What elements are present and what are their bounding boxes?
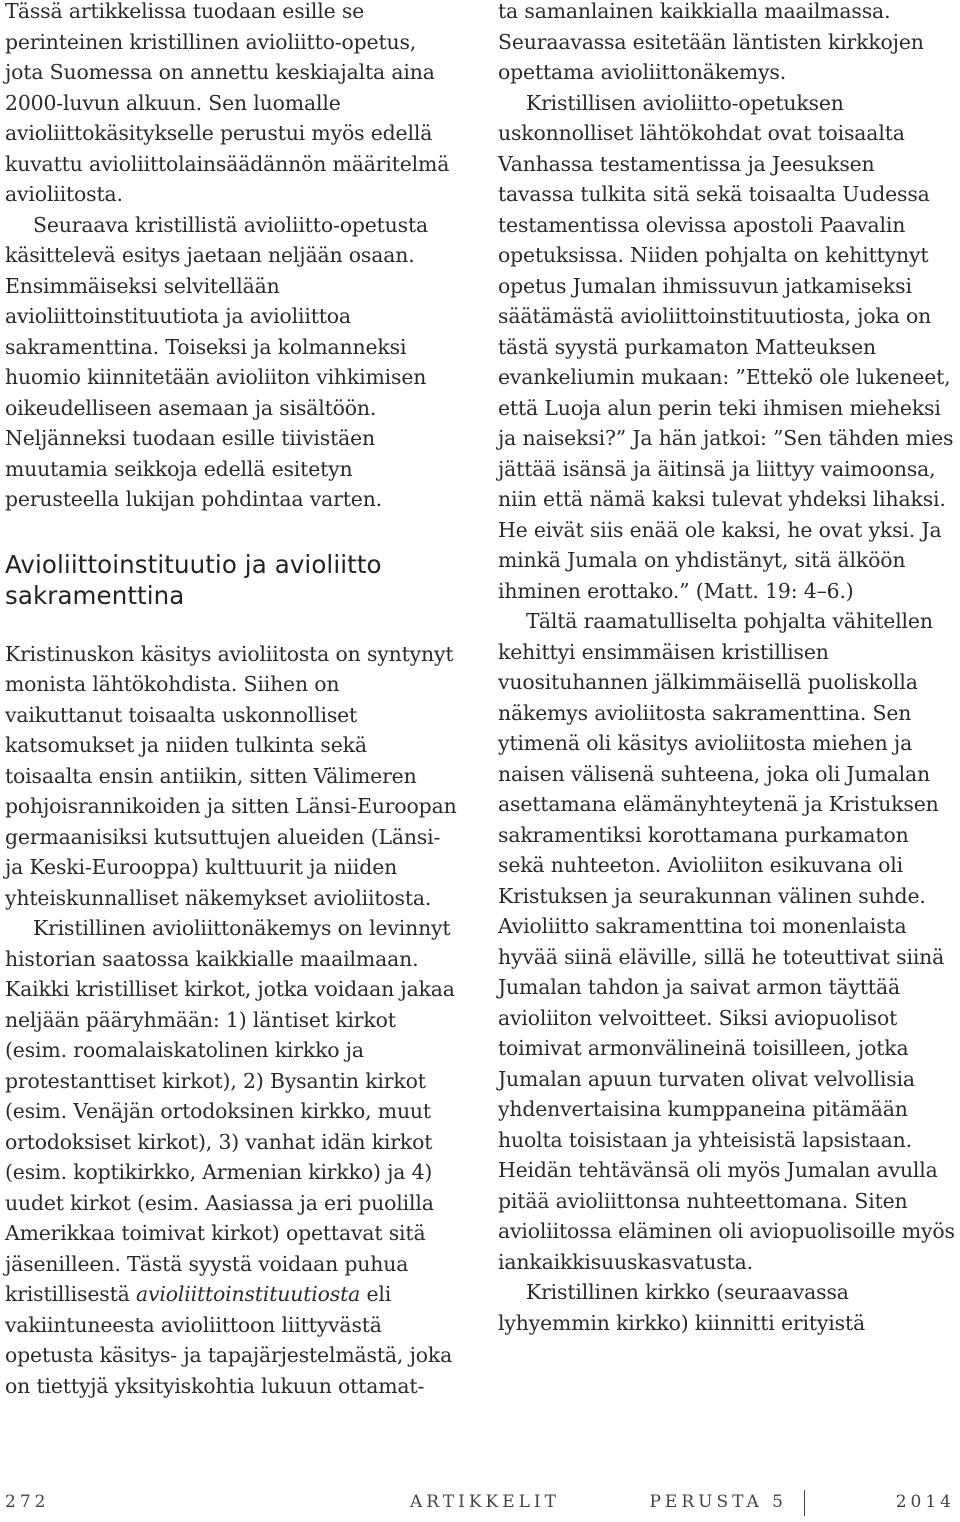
body-paragraph: Tältä raamatulliselta pohjalta vähitellen kehittyi ensimmäisen kristillisen vuosituhannen jälkimmäisellä puoliskolla näkemys avioliitosta sakramenttina. Sen ytimenä oli käsitys avioliitosta miehen ja naisen välisenä suhteena, joka oli Jumalan asettamana elämänyhteytenä ja Kristuksen sakramentiksi korottamana purkamaton sekä nuhteeton. Avioliiton esikuvana oli Kristuksen ja seurakunnan välinen suhde. Avioliitto sakramenttina toi monenlaista hyvää siinä eläville, sillä he toteuttivat siinä Jumalan tahdon ja saivat armon täyttää avioliiton velvoitteet. Siksi aviopuolisot toimivat armonvälineinä toisilleen, jotka Jumalan apuun turvaten olivat velvollisia yhdenvertaisina kumppaneina pitämään huolta toisistaan ja yhteisistä lapsistaan. Heidän tehtävänsä oli myös Jumalan avulla pitää avioliittonsa nuhteettomana. Siten avioliitossa eläminen oli aviopuolisoille myös iankaikkisuuskasvatusta. (498, 609, 955, 1274)
section-paragraph-2-end: eli vakiintuneesta avioliittoon liittyvästä opetusta käsitys- ja tapajärjestelmästä, joka on tiettyjä yksityiskohtia lukuun ottamat- (5, 1282, 453, 1398)
page-number: 272 (5, 1492, 50, 1512)
footer-divider (804, 1490, 805, 1516)
section-heading: Avioliittoinstituutio ja avioliitto sakramenttina (5, 549, 382, 610)
publication-year: 2014 (895, 1492, 955, 1512)
section-paragraph-2 (5, 913, 460, 1401)
intro-paragraph-2: Seuraava kristillistä avioliitto-opetusta käsittelevä esitys jaetaan neljään osaan. Ensimmäiseksi selvitellään avioliittoinstituutiota ja avioliittoa sakramenttina. Toiseksi ja kolmanneksi huomio kiinnitetään avioliiton vihkimisen oikeudelliseen asemaan ja sisältöön. Neljänneksi tuodaan esille tiivistäen muutamia seikkoja edellä esitetyn perusteella lukijan pohdintaa varten. (5, 212, 429, 511)
section-name: ARTIKKELIT (410, 1492, 560, 1512)
italic-term: avioliittoinstituutiosta (135, 1282, 361, 1306)
section-paragraph-1: Kristinuskon käsitys avioliitosta on syntynyt monista lähtökohdista. Siihen on vaikuttanut toisaalta uskonnolliset katsomukset ja niiden tulkinta sekä toisaalta ensin antiikin, sitten Välimeren pohjoisrannikoiden ja sitten Länsi-Euroopan germaanisiksi kutsuttujen alueiden (Länsi- ja Keski-Eurooppa) kulttuurit ja niiden yhteiskunnalliset näkemykset avioliitosta. (5, 641, 457, 910)
left-column (5, 0, 460, 1401)
section-paragraph-2-start: Kristillinen avioliittonäkemys on levinnyt historian saatossa kaikkialle maailmaan. Kaikki kristilliset kirkot, jotka voidaan jakaa neljään pääryhmään: 1) läntiset kirkot (esim. roomalaiskatolinen kirkko ja protestanttiset kirkot), 2) Bysantin kirkot (esim. Venäjän ortodoksinen kirkko, muut ortodoksiset kirkot), 3) vanhat idän kirkot (esim. koptikirkko, Armenian kirkko) ja 4) uudet kirkot (esim. Aasiassa ja eri puolilla Amerikkaa toimivat kirkot) opettavat sitä jäsenilleen. Tästä syystä voidaan puhua kristillisestä (5, 916, 455, 1306)
page-footer (5, 1492, 955, 1520)
continued-paragraph: ta samanlainen kaikkialla maailmassa. Seuraavassa esitetään läntisten kirkkojen opettama avioliittonäkemys. (498, 0, 924, 84)
right-column (498, 0, 956, 1338)
body-paragraph: Kristillinen kirkko (seuraavassa lyhyemmin kirkko) kiinnitti erityistä (498, 1280, 866, 1335)
journal-name: PERUSTA 5 (649, 1492, 787, 1512)
intro-paragraph-1: Tässä artikkelissa tuodaan esille se perinteinen kristillinen avioliitto-opetus, jota Suomessa on annettu keskiajalta aina 2000-luvun alkuun. Sen luomalle avioliittokäsitykselle perustui myös edellä kuvattu avioliittolainsäädännön määritelmä avioliitosta. (5, 0, 450, 206)
body-paragraph: Kristillisen avioliitto-opetuksen uskonnolliset lähtökohdat ovat toisaalta Vanhassa testamentissa ja Jeesuksen tavassa tulkita sitä sekä toisaalta Uudessa testamentissa olevissa apostoli Paavalin opetuksissa. Niiden pohjalta on kehittynyt opetus Jumalan ihmissuvun jatkamiseksi säätämästä avioliittoinstituutiosta, joka on tästä syystä purkamaton Matteuksen evankeliumin mukaan: ”Ettekö ole lukeneet, että Luoja alun perin teki ihmisen mieheksi ja naiseksi?” Ja hän jatkoi: ”Sen tähden mies jättää isänsä ja äitinsä ja liittyy vaimoonsa, niin että nämä kaksi tulevat yhdeksi lihaksi. He eivät siis enää ole kaksi, he ovat yksi. Ja minkä Jumala on yhdistänyt, sitä älköön ihminen erottako.” (Matt. 19: 4–6.) (498, 90, 954, 603)
